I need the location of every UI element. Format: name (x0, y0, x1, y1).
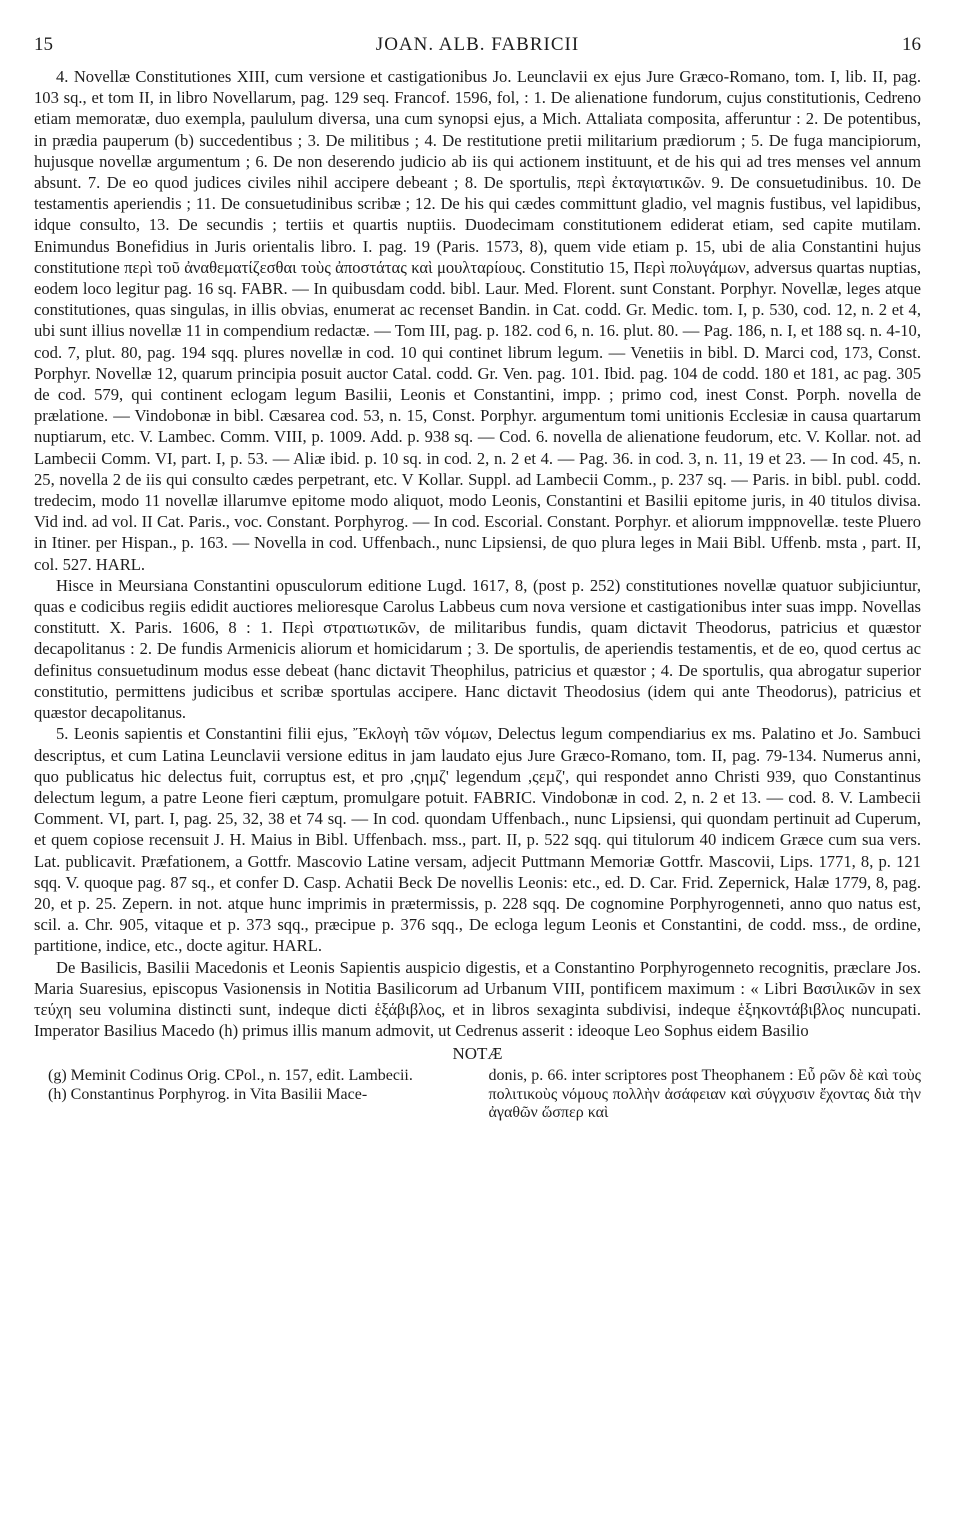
notes-heading: NOTÆ (452, 1044, 503, 1064)
paragraph-ecloga: 5. Leonis sapientis et Constantini filii ejus, Ἔκλογὴ τῶν νόμων, Delectus legum compendiarius ex ms. Palatino et Jo. Sambuci descriptus, et cum Latina Leunclavii versione editus in jam laudato ejus Jure Græco-Romano, tom. II, pag. 79-134. Numerus anni, quo publicatus hic delectus fuit, corruptus est, et pro ,ςηµζ' legendum ,ςεµζ', qui respondet anno Christi 939, quo Constantinus delectum legum, a patre Leone fieri cæptum, promulgare potuit. FABRIC. Vindobonæ in cod. 2, n. 2 et 13. — cod. 8. V. Lambecii Comment. VI, part. I, pag. 25, 32, 38 et 74 sq. — In cod. quondam Uffenbach., nunc Lipsiensi, qui quondam pertinuit ad Cuperum, et quem copiose recensuit J. H. Maius in Bibl. Uffenbach. mss., part. II, p. 522 sqq. qui titulorum 40 indicem Græce cum sua vers. Lat. publicavit. Præfationem, a Gottfr. Mascovio Latine versam, adjecit Puttmann Memoriæ Gottfr. Mascovii, Lips. 1771, 8, p. 121 sqq. V. quoque pag. 87 sq., et confer D. Casp. Achatii Beck De novellis Leonis: etc., ed. D. Car. Frid. Zepernick, Halæ 1779, 8, pag. 20, et p. 25. Zepern. in not. atque hunc imprimis in prætermissis, p. 228 sqq. De cognomine Porphyrogenneti, anno quo natus est, scil. a. Chr. 905, vitaque et p. 373 sqq., præcipue p. 376 sqq., De ecloga legum Leonis et Constantini, de codd. mss., de ordine, partitione, indice, etc., docte agitur. HARL. (34, 724, 921, 956)
footnote-h-continued: donis, p. 66. inter scriptores post Theophanem : Εὖ ρῶν δὲ καὶ τοὺς πολιτικοὺς νόμους πολλὴν ἀσάφειαν καὶ σύγχυσιν ἔχοντας διὰ τὴν ἀγαθῶν ὥσπερ καὶ (488, 1067, 921, 1122)
page-number-left: 15 (34, 34, 53, 55)
running-title: JOAN. ALB. FABRICII (375, 34, 580, 55)
footnotes (34, 1067, 921, 1123)
paragraph-basilica: De Basilicis, Basilii Macedonis et Leonis Sapientis auspicio digestis, et a Constantino Porphyrogenneto recognitis, præclare Jos. Maria Suaresius, episcopus Vasionensis in Notitia Basilicorum ad Urbanum VIII, pontificem maximum : « Libri Βασιλικῶν in sex τεύχη seu volumina distincti sunt, indeque dicti ἑξάβιβλος, et in libros sexaginta subdivisi, indeque ἑξηκοντάβιβλος nuncupati. Imperator Basilius Macedo (h) primus illis manum admovit, ut Cedrenus asserit : ideoque Leo Sophus eidem Basilio (34, 957, 921, 1041)
footnote-h: (h) Constantinus Porphyrog. in Vita Basilii Mace- (48, 1085, 368, 1103)
footnotes-right-column (489, 1067, 922, 1123)
main-text (34, 66, 921, 1123)
page-number-right: 16 (902, 34, 921, 55)
running-header (34, 34, 921, 60)
footnotes-left-column (34, 1067, 467, 1123)
footnote-g: (g) Meminit Codinus Orig. CPol., n. 157, edit. Lambecii. (48, 1067, 413, 1085)
paragraph-novellae: 4. Novellæ Constitutiones XIII, cum versione et castigationibus Jo. Leunclavii ex ejus Jure Græco-Romano, tom. I, lib. II, pag. 103 sq., et tom II, in libro Novellarum, pag. 129 seq. Francof. 1596, fol, : 1. De alienatione fundorum, cujus constitutionis, Cedreno etiam memoratæ, duo exempla, paululum diversa, una cum synopsi ejus, a Mich. Attaliata composita, afferuntur : 2. De potentibus, in prædia pauperum (b) succedentibus ; 3. De militibus ; 4. De restitutione pretii militarium prædiorum ; 5. De fuga mancipiorum, hujusque novellæ argumentum ; 6. De non deserendo judicio ab iis qui actionem instituunt, et de his qui ad tres menses vel annum absunt. 7. De eo quod judices civiles nihil accipere debeant ; 8. De sportulis, περὶ ἐκταγιατικῶν. 9. De consuetudinibus. 10. De testamentis aperiendis ; 11. De consuetudinibus scribæ ; 12. De his qui cædes committunt gladio, vel magnis fustibus, vel lapidibus, idque consulto, 13. De secundis ; tertiis et quartis nuptiis. Duodecimam constitutionem ediderat etiam, sed capite mutilam. Enimundus Bonefidius in Juris orientalis libro. I. pag. 19 (Paris. 1573, 8), quem vide etiam p. 15, ubi de alia Constantini hujus constitutione περὶ τοῦ ἀναθεματίζεσθαι τοὺς ἀποστάτας καὶ μουλταρίους. Constitutio 15, Περὶ πολυγάμων, adversus quartas nuptias, eodem loco legitur pag. 16 sq. FABR. — In quibusdam codd. bibl. Laur. Med. Florent. sunt Constant. Porphyr. Novellæ, leges atque constitutiones, quas singulas, in illis obvias, enumerat ac recenset Bandin. in Cat. codd. Gr. Medic. tom. I, p. 530, cod. 12, n. 2 et 4, ubi sunt illius novellæ 11 in compendium redactæ. — Tom III, pag. p. 182. cod 6, n. 16. plut. 80. — Pag. 186, n. I, et 188 sq. n. 4-10, cod. 7, plut. 80, pag. 194 sqq. plures novellæ in cod. 10 qui continet librum legum. — Venetiis in bibl. D. Marci cod, 173, Const. Porphyr. Novellæ 12, quarum principia posuit auctor Catal. codd. Gr. Ven. pag. 101. Ibid. pag. 104 de codd. 180 et 181, ac pag. 305 de cod. 579, qui continent eclogam legum Basilii, Leonis et Constantini, impp. ; primo cod, inest Const. Porph. novella de prælatione. — Vindobonæ in bibl. Cæsarea cod. 53, n. 15, Const. Porphyr. argumentum tomi unitionis Ecclesiæ in causa quartarum nuptiarum, etc. V. Lambec. Comm. VIII, p. 1009. Add. p. 938 sq. — Cod. 6. novella de alienatione feudorum, etc. V. Kollar. not. ad Lambecii Comm. VI, part. I, p. 53. — Aliæ ibid. p. 10 sq. in cod. 2, n. 2 et 4. — Pag. 36. in cod. 3, n. 11, 19 et 23. — In cod. 45, n. 25, novella 2 de iis qui consulto cædes perpetrant, etc. V Kollar. Suppl. ad Lambecii Comm., p. 237 sq. — Paris. in bibl. publ. codd. tredecim, modo 11 novellæ illarumve epitome modo aliquot, modo Leonis, Constantini et Basilii epitome juris, in 40 titulos divisa. Vid ind. ad vol. II Cat. Paris., voc. Constant. Porphyrog. — In cod. Escorial. Constant. Porphyr. et aliorum imppnovellæ. teste Pluero in Itiner. per Hispan., p. 163. — Novella in cod. Uffenbach., nunc Lipsiensi, de quo plura leges in Maii Bibl. Uffenb. msta , part. II, col. 527. HARL. (34, 67, 921, 574)
paragraph-meursiana: Hisce in Meursiana Constantini opusculorum editione Lugd. 1617, 8, (post p. 252) constitutiones novellæ quatuor subjiciuntur, quas e codicibus regiis edidit auctiores melioresque Carolus Labbeus cum nova versione et castigationibus inter suas impp. Novellas constitutt. X. Paris. 1606, 8 : 1. Περὶ στρατιωτικῶν, de militaribus fundis, quam dictavit Theodorus, patricius et quæstor decapolitanus : 2. De fundis Armenicis aliorum et homicidarum ; 3. De sportulis, de aperiendis testamentis, et de eo, quod certus ac definitus consuetudinum modus esse debeat (hanc dictavit Theophilus, patricius et quæstor ; 4. De sportulis, qua abrogatur superior constitutio, permittens judicibus et scribæ sportulas accipere. Hanc dictavit Theodosius (idem qui ante Theodorus), patricius et quæstor decapolitanus. (34, 575, 921, 723)
